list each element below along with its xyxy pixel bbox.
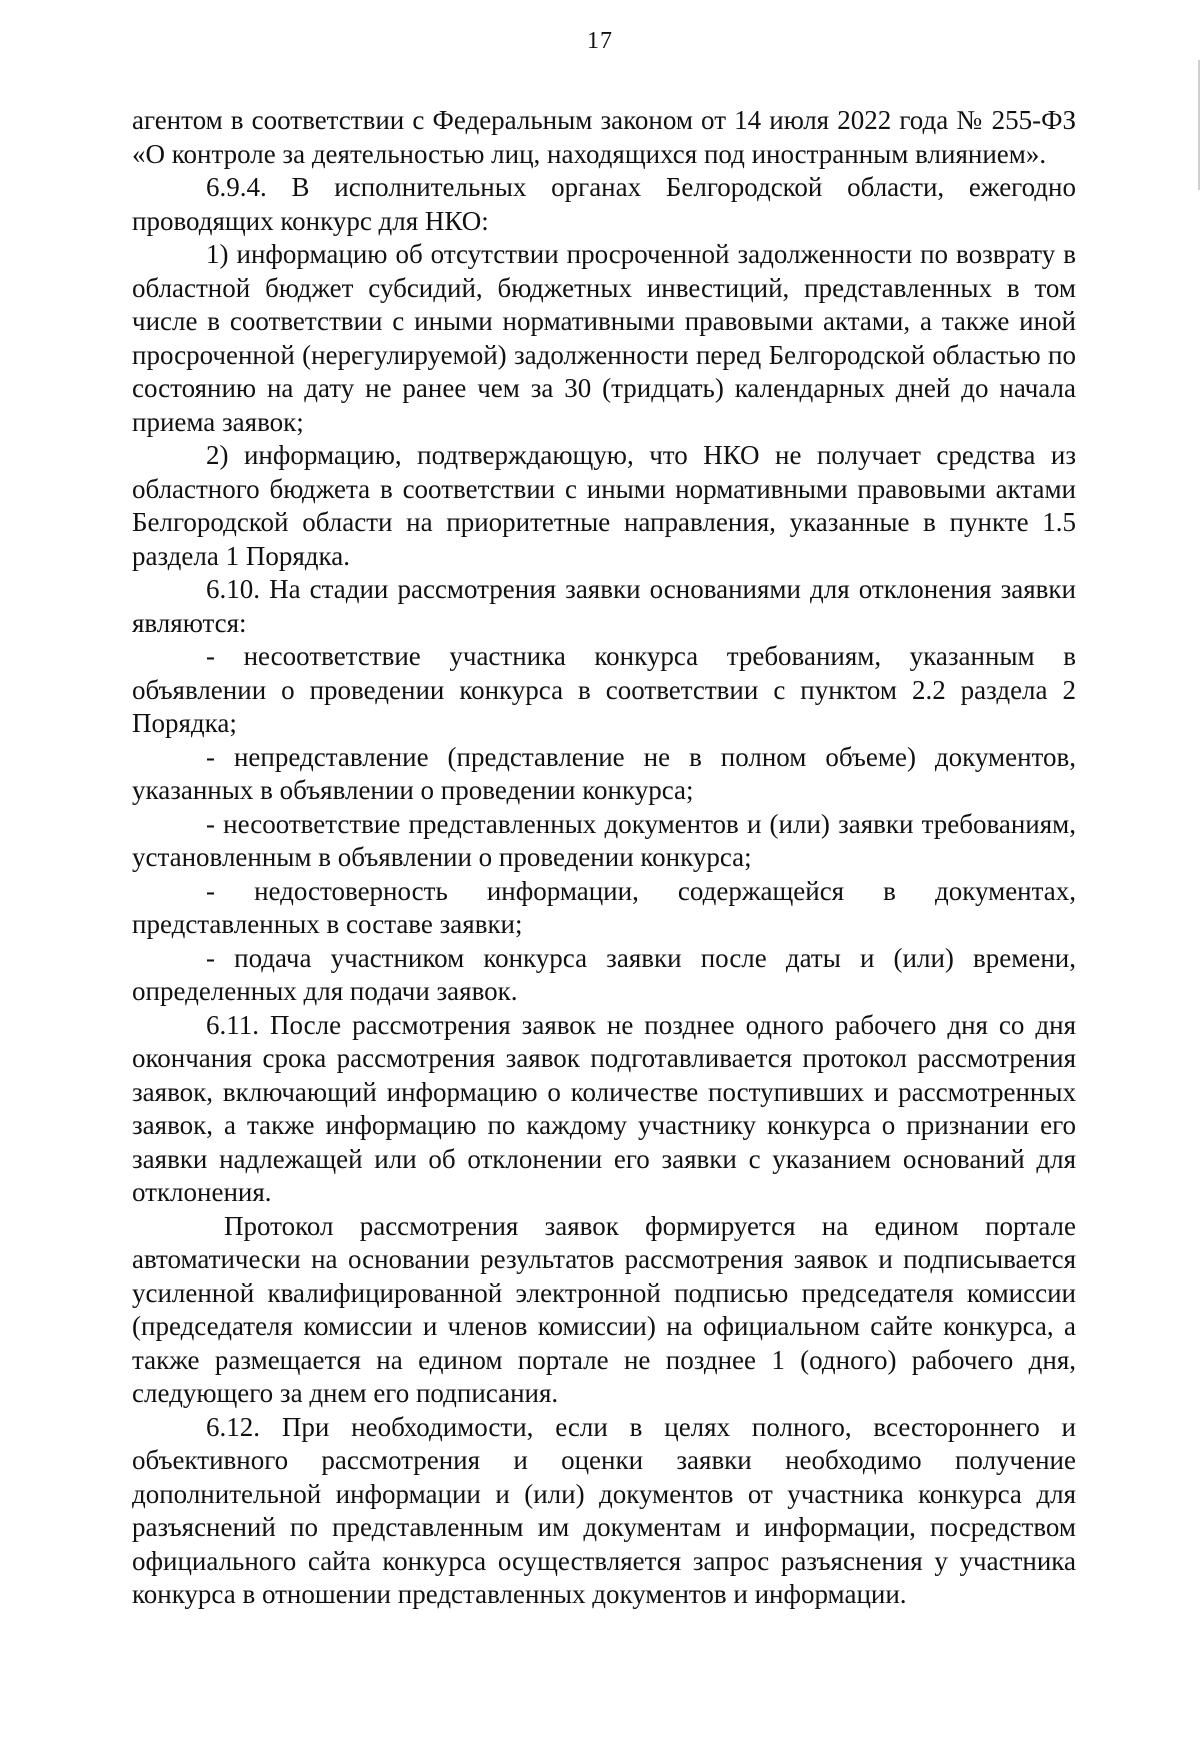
paragraph: - подача участником конкурса заявки после даты и (или) времени, определенных для подачи заявок. (132, 942, 1076, 1006)
paragraph: 6.9.4. В исполнительных органах Белгородской области, ежегодно проводящих конкурс для НКО: (132, 172, 1076, 236)
paragraph: 2) информацию, подтверждающую, что НКО не получает средства из областного бюджета в соответствии с иными нормативными правовыми актами Белгородской области на приоритетные направления, указанные в пункте 1.5 раздела 1 Порядка. (132, 440, 1076, 571)
paragraph: Протокол рассмотрения заявок формируется на едином портале автоматически на основании результатов рассмотрения заявок и подписывается усиленной квалифицированной электронной подписью председателя комиссии (председателя комиссии и членов комиссии) на официальном сайте конкурса, а также размещается на едином портале не позднее 1 (одного) рабочего дня, следующего за днем его подписания. (132, 1210, 1076, 1408)
paragraph: 1) информацию об отсутствии просроченной задолженности по возврату в областной бюджет субсидий, бюджетных инвестиций, представленных в том числе в соответствии с иными нормативными правовыми актами, а также иной просроченной (нерегулируемой) задолженности перед Белгородской областью по состоянию на дату не ранее чем за 30 (тридцать) календарных дней до начала приема заявок; (132, 239, 1076, 437)
page-number: 17 (587, 28, 613, 54)
paragraph: - несоответствие представленных документов и (или) заявки требованиям, установленным в объявлении о проведении конкурса; (132, 808, 1076, 872)
paragraph: - недостоверность информации, содержащейся в документах, представленных в составе заявки; (132, 875, 1076, 939)
paragraph: 6.12. При необходимости, если в целях полного, всестороннего и объективного рассмотрения и оценки заявки необходимо получение дополнительной информации и (или) документов от участника конкурса для разъяснений по представленным им документам и информации, посредством официального сайта конкурса осуществляется запрос разъяснения у участника конкурса в отношении представленных документов и информации. (132, 1411, 1076, 1609)
paragraph: 6.11. После рассмотрения заявок не позднее одного рабочего дня со дня окончания срока рассмотрения заявок подготавливается протокол рассмотрения заявок, включающий информацию о количестве поступивших и рассмотренных заявок, а также информацию по каждому участнику конкурса о признании его заявки надлежащей или об отклонении его заявки с указанием оснований для отклонения. (132, 1009, 1076, 1207)
paragraph: - несоответствие участника конкурса требованиям, указанным в объявлении о проведении конкурса в соответствии с пунктом 2.2 раздела 2 Порядка; (132, 641, 1076, 738)
paragraph: - непредставление (представление не в полном объеме) документов, указанных в объявлении о проведении конкурса; (132, 741, 1076, 805)
paragraph: 6.10. На стадии рассмотрения заявки основаниями для отклонения заявки являются: (132, 574, 1076, 638)
paragraph: агентом в соответствии с Федеральным законом от 14 июля 2022 года № 255-ФЗ «О контроле за деятельностью лиц, находящихся под иностранным влиянием». (132, 105, 1076, 169)
document-body (132, 104, 1076, 1612)
